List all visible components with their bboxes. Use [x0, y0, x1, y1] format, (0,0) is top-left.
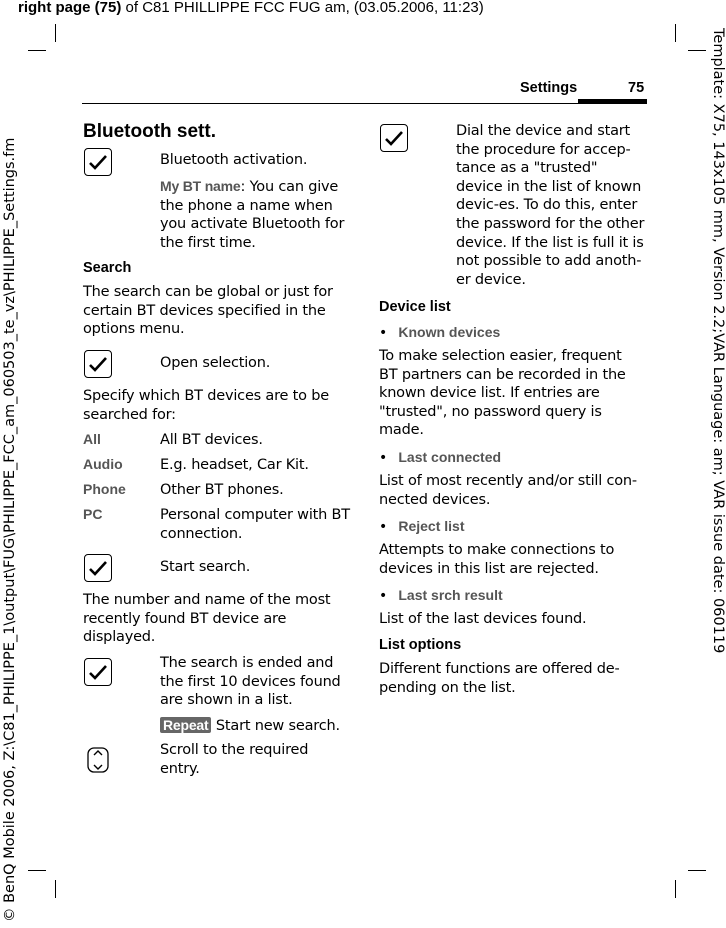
bullet-icon: • [379, 588, 388, 604]
side-text-left: © BenQ Mobile 2006, Z:\C81_PHILIPPE_1\output\FUG\PHILIPPE_FCC_am_060503_te_vz\PHILIPPE_Settings.fm [2, 137, 18, 922]
list-item [379, 585, 503, 604]
navigation-key-icon [86, 745, 110, 775]
dial-paragraph: Dial the device and start the procedure for accep-tance as a "trusted" device in the list of known devic-es. To do this, enter the password for the other device. If the list is full it is not possible to add anoth-er device. [456, 123, 645, 288]
option-desc: Other BT phones. [160, 482, 284, 498]
search-paragraph: The search can be global or just for certain BT devices specified in the options menu. [83, 284, 333, 338]
checkmark-key-icon [84, 658, 112, 686]
checkmark-key-icon [84, 350, 112, 378]
running-head-section: Settings [520, 80, 578, 96]
device-list-heading: Device list [379, 299, 451, 315]
crop-mark [55, 24, 56, 42]
specify-paragraph: Specify which BT devices are to be searched for: [83, 388, 329, 423]
running-head-page: 75 [628, 80, 645, 96]
search-heading: Search [83, 260, 132, 276]
bullet-text: List of most recently and/or still con-nected devices. [379, 473, 637, 508]
crop-mark [28, 50, 46, 51]
header-rest: of C81 PHILLIPPE FCC FUG am, (03.05.2006, 11:23) [121, 0, 484, 16]
option-desc: All BT devices. [160, 432, 263, 448]
option-term: All [83, 431, 101, 447]
option-desc: E.g. headset, Car Kit. [160, 457, 309, 473]
side-text-right: Template: X75, 143x105 mm, Version 2.2;VAR Language: am; VAR issue date: 060119 [710, 28, 726, 654]
my-bt-name-text: : You can give the phone a name when you activate Bluetooth for the first time. [160, 179, 345, 251]
crop-mark [28, 870, 46, 871]
repeat-line [160, 716, 340, 736]
crop-mark [688, 870, 706, 871]
my-bt-name-term: My BT name [160, 178, 241, 194]
repeat-text: Start new search. [211, 718, 340, 734]
crop-mark [675, 24, 676, 42]
option-term: PC [83, 506, 103, 522]
header-bold: right page (75) [18, 0, 122, 16]
option-term: Phone [83, 481, 126, 497]
bullet-label: Last connected [398, 449, 502, 465]
step-search-ended: The search is ended and the first 10 devices found are shown in a list. [160, 655, 341, 709]
option-term: Audio [83, 456, 123, 472]
checkmark-key-icon [84, 554, 112, 582]
list-item [379, 516, 465, 535]
repeat-softkey: Repeat [160, 717, 211, 733]
list-options-text: Different functions are offered de-pending on the list. [379, 661, 620, 696]
step-start-search: Start search. [160, 559, 251, 575]
step-open-selection: Open selection. [160, 355, 271, 371]
bullet-icon: • [379, 325, 388, 341]
number-paragraph: The number and name of the most recently found BT device are displayed. [83, 592, 331, 646]
checkmark-key-icon [380, 124, 408, 152]
bullet-text: List of the last devices found. [379, 611, 587, 627]
option-desc: Personal computer with BT connection. [160, 507, 350, 542]
running-head-rule [82, 103, 647, 104]
scroll-instruction: Scroll to the required entry. [160, 742, 309, 777]
bullet-label: Last srch result [398, 587, 503, 603]
page-header [18, 0, 484, 16]
bullet-text: To make selection easier, frequent BT partners can be recorded in the known device list. If entries are "trusted", no password query is made. [379, 348, 626, 439]
my-bt-name-paragraph [160, 177, 352, 252]
bullet-icon: • [379, 519, 388, 535]
section-title: Bluetooth sett. [83, 121, 216, 142]
list-item [379, 322, 500, 341]
crop-mark [675, 880, 676, 898]
bullet-label: Known devices [398, 324, 501, 340]
checkmark-key-icon [84, 148, 112, 176]
bullet-text: Attempts to make connections to devices in this list are rejected. [379, 542, 615, 577]
list-options-heading: List options [379, 637, 462, 653]
crop-mark [55, 880, 56, 898]
list-item [379, 447, 501, 466]
bullet-label: Reject list [398, 518, 465, 534]
step-bluetooth-activation: Bluetooth activation. [160, 152, 308, 168]
running-head-tab [578, 99, 647, 103]
bullet-icon: • [379, 450, 388, 466]
crop-mark [688, 50, 706, 51]
